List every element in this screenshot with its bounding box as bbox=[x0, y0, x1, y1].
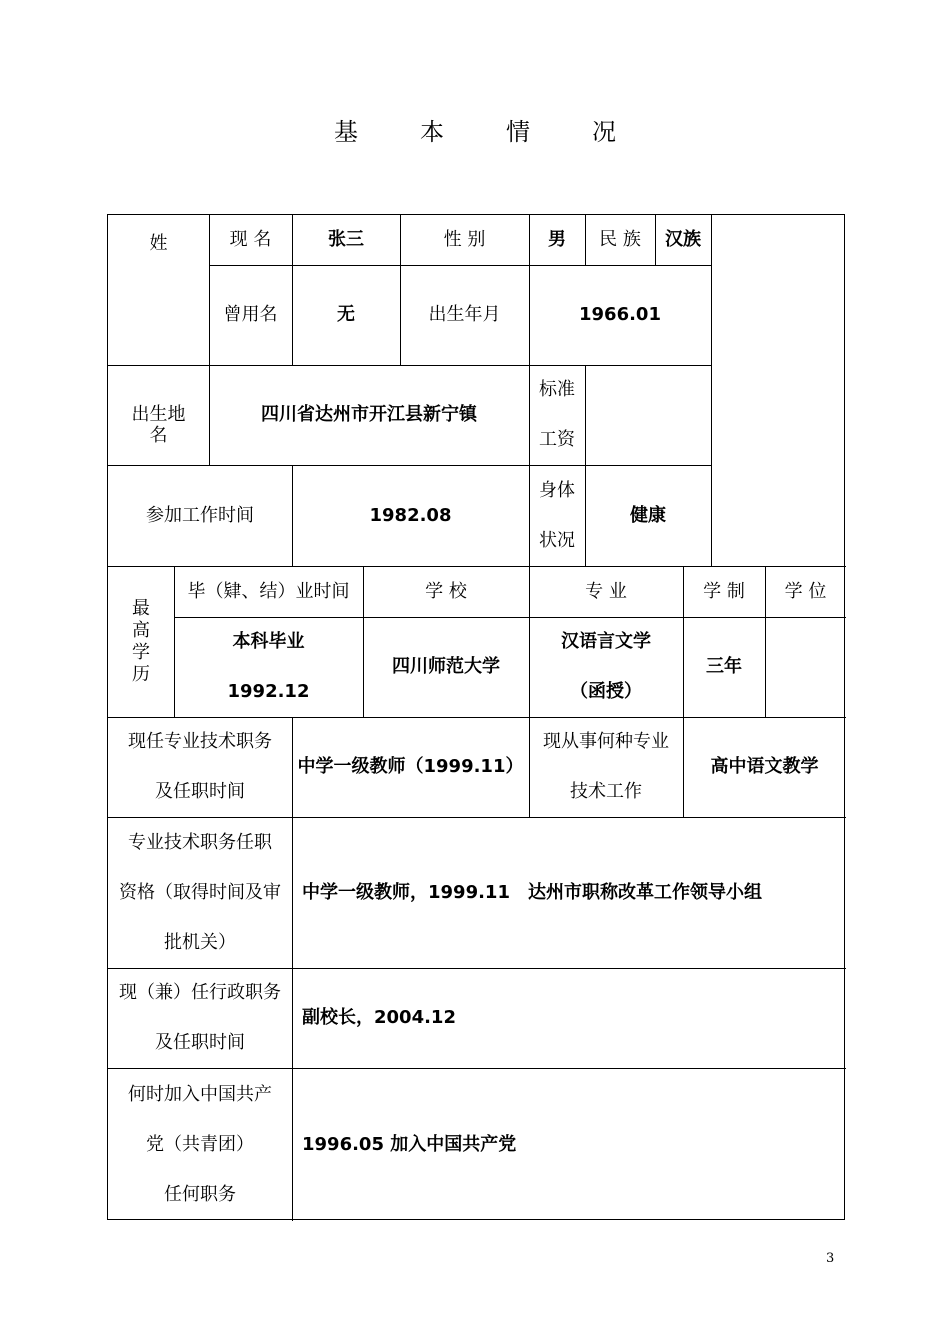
major-label: 专 业 bbox=[585, 580, 627, 602]
party-value: 1996.05 加入中国共产党 bbox=[302, 1133, 517, 1155]
qualification-value: 中学一级教师，1999.11 达州市职称改革工作领导小组 bbox=[302, 881, 762, 903]
salary-value bbox=[585, 365, 711, 465]
admin-label-line1: 现（兼）任行政职务 bbox=[119, 982, 281, 1003]
health-label-line1: 身体 bbox=[539, 479, 575, 501]
grad-status: 本科毕业 bbox=[232, 631, 305, 652]
position-label bbox=[108, 717, 292, 817]
page-number: 3 bbox=[826, 1251, 835, 1266]
education-label-char: 学 bbox=[132, 641, 150, 663]
qualification-label bbox=[108, 817, 292, 968]
party-label-line1: 何时加入中国共产 bbox=[128, 1083, 272, 1105]
party-label-line2: 党（共青团） bbox=[146, 1133, 254, 1155]
admin-label-line2: 及任职时间 bbox=[155, 1032, 245, 1053]
education-label-char: 高 bbox=[132, 619, 150, 641]
health-value: 健康 bbox=[630, 504, 666, 526]
ethnicity-label: 民 族 bbox=[599, 229, 641, 250]
degree-label: 学 位 bbox=[784, 580, 827, 602]
party-label bbox=[108, 1068, 292, 1221]
work-start-label: 参加工作时间 bbox=[146, 504, 254, 526]
party-label-line3: 任何职务 bbox=[164, 1183, 236, 1205]
birth-date-value: 1966.01 bbox=[579, 304, 661, 325]
position-value: 中学一级教师（1999.11） bbox=[297, 756, 524, 777]
salary-label bbox=[529, 365, 585, 465]
qualification-label-line2: 资格（取得时间及审 bbox=[119, 881, 281, 903]
admin-value: 副校长，2004.12 bbox=[302, 1007, 456, 1028]
major-value bbox=[529, 617, 683, 717]
education-section-label bbox=[108, 566, 174, 717]
page-title: 基本情况 bbox=[334, 118, 678, 146]
qualification-label-line3: 批机关） bbox=[164, 931, 236, 953]
major-line1: 汉语言文学 bbox=[561, 631, 651, 652]
grad-value bbox=[174, 617, 363, 717]
health-label-line2: 状况 bbox=[539, 529, 575, 551]
salary-label-line2: 工资 bbox=[539, 429, 575, 450]
education-label-char: 历 bbox=[132, 663, 150, 685]
duration-label: 学 制 bbox=[703, 580, 745, 602]
gender-label: 性 别 bbox=[443, 229, 486, 250]
gender-value: 男 bbox=[548, 229, 566, 250]
position-label-line1: 现任专业技术职务 bbox=[128, 731, 272, 752]
grad-time-label: 毕（肄、结）业时间 bbox=[187, 580, 350, 602]
work-type-label-line2: 技术工作 bbox=[570, 781, 642, 802]
position-label-line2: 及任职时间 bbox=[155, 781, 245, 802]
former-name-value: 无 bbox=[337, 304, 355, 325]
birthplace-label: 出生地 bbox=[131, 404, 186, 425]
education-label-char: 最 bbox=[132, 597, 150, 619]
work-type-value: 高中语文教学 bbox=[710, 756, 819, 777]
name-label-bottom: 名 bbox=[149, 425, 168, 446]
work-start-value: 1982.08 bbox=[369, 504, 452, 526]
birthplace-value: 四川省达州市开江县新宁镇 bbox=[261, 404, 477, 425]
ethnicity-value: 汉族 bbox=[665, 229, 701, 250]
school-label: 学 校 bbox=[425, 580, 467, 602]
degree-value bbox=[765, 617, 846, 717]
duration-value: 三年 bbox=[706, 656, 742, 677]
grad-time: 1992.12 bbox=[227, 681, 310, 702]
birth-date-label: 出生年月 bbox=[428, 304, 501, 325]
major-line2: （函授） bbox=[570, 681, 642, 702]
qualification-label-line1: 专业技术职务任职 bbox=[128, 831, 272, 853]
school-value: 四川师范大学 bbox=[392, 656, 500, 677]
current-name-value: 张三 bbox=[328, 229, 364, 250]
work-type-label bbox=[529, 717, 683, 817]
salary-label-line1: 标准 bbox=[539, 379, 575, 400]
current-name-label: 现 名 bbox=[229, 229, 272, 250]
basic-info-table bbox=[107, 214, 845, 1220]
name-label-top: 姓 bbox=[149, 233, 168, 254]
health-label bbox=[529, 465, 585, 566]
former-name-label: 曾用名 bbox=[223, 304, 278, 325]
work-type-label-line1: 现从事何种专业 bbox=[543, 731, 669, 752]
admin-label bbox=[108, 968, 292, 1068]
